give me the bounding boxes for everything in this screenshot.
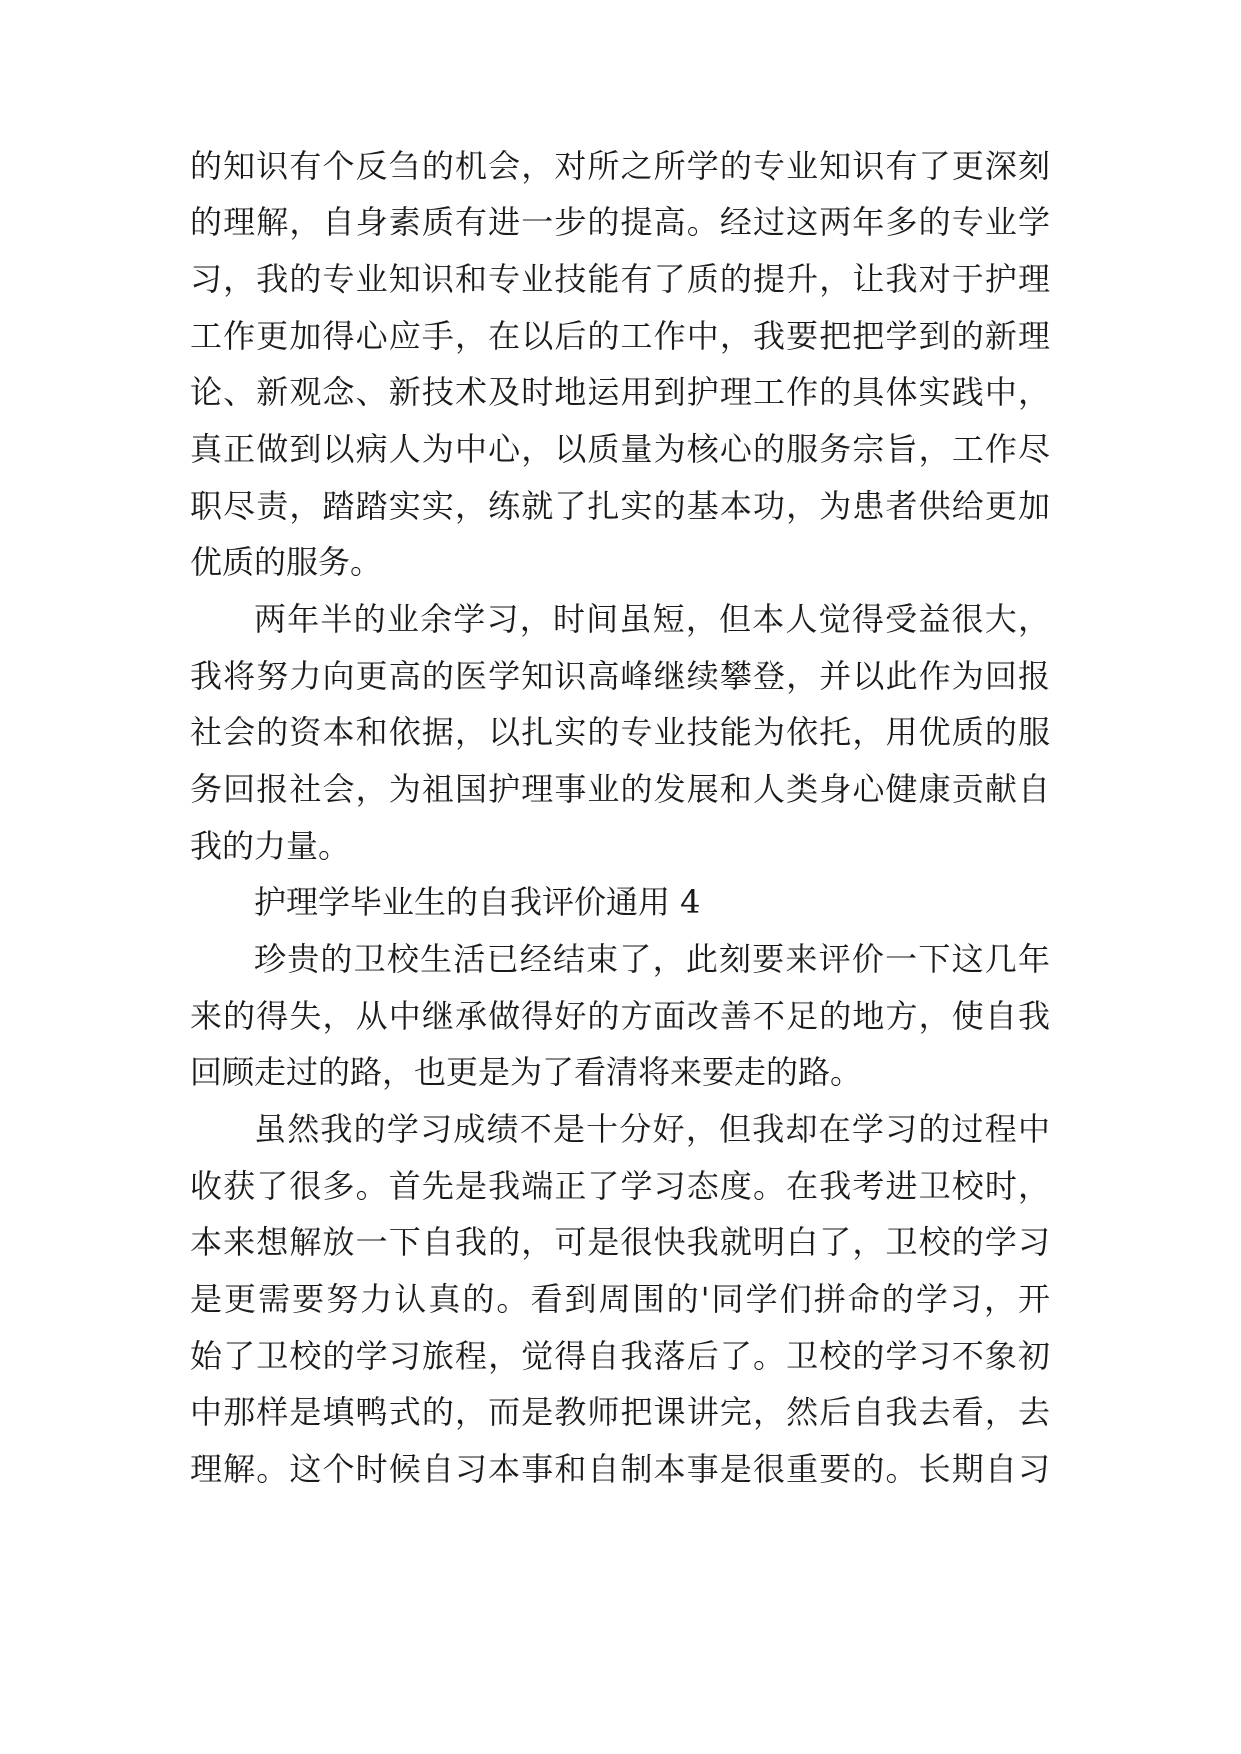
text-line: 我将努力向更高的医学知识高峰继续攀登，并以此作为回报: [190, 657, 1050, 695]
text-line: 收获了很多。首先是我端正了学习态度。在我考进卫校时，: [190, 1167, 1050, 1205]
text-line: 的知识有个反刍的机会，对所之所学的专业知识有了更深刻: [190, 147, 1050, 185]
paragraph-first-line: 珍贵的卫校生活已经结束了，此刻要来评价一下这几年: [254, 940, 1050, 978]
text-line: 真正做到以病人为中心，以质量为核心的服务宗旨，工作尽: [190, 430, 1050, 468]
text-line: 回顾走过的路，也更是为了看清将来要走的路。: [190, 1053, 863, 1091]
paragraph-first-line: 虽然我的学习成绩不是十分好，但我却在学习的过程中: [254, 1110, 1050, 1148]
text-line: 习，我的专业知识和专业技能有了质的提升，让我对于护理: [190, 260, 1050, 298]
text-line: 中那样是填鸭式的，而是教师把课讲完，然后自我去看，去: [190, 1393, 1050, 1431]
text-line: 始了卫校的学习旅程，觉得自我落后了。卫校的学习不象初: [190, 1337, 1050, 1375]
text-line: 优质的服务。: [190, 543, 383, 581]
text-line: 的理解，自身素质有进一步的提高。经过这两年多的专业学: [190, 203, 1050, 241]
text-line: 职尽责，踏踏实实，练就了扎实的基本功，为患者供给更加: [190, 487, 1050, 525]
text-line: 我的力量。: [190, 827, 351, 865]
text-line: 来的得失，从中继承做得好的方面改善不足的地方，使自我: [190, 997, 1050, 1035]
text-line: 务回报社会，为祖国护理事业的发展和人类身心健康贡献自: [190, 770, 1050, 808]
text-line: 论、新观念、新技术及时地运用到护理工作的具体实践中，: [190, 373, 1050, 411]
paragraph-first-line: 两年半的业余学习，时间虽短，但本人觉得受益很大，: [254, 600, 1050, 638]
text-line: 工作更加得心应手，在以后的工作中，我要把把学到的新理: [190, 317, 1050, 355]
text-line: 是更需要努力认真的。看到周围的'同学们拼命的学习，开: [190, 1280, 1050, 1318]
text-line: 本来想解放一下自我的，可是很快我就明白了，卫校的学习: [190, 1223, 1050, 1261]
text-line: 理解。这个时候自习本事和自制本事是很重要的。长期自习: [190, 1450, 1050, 1488]
section-heading: 护理学毕业生的自我评价通用 4: [254, 883, 701, 921]
text-line: 社会的资本和依据，以扎实的专业技能为依托，用优质的服: [190, 713, 1050, 751]
